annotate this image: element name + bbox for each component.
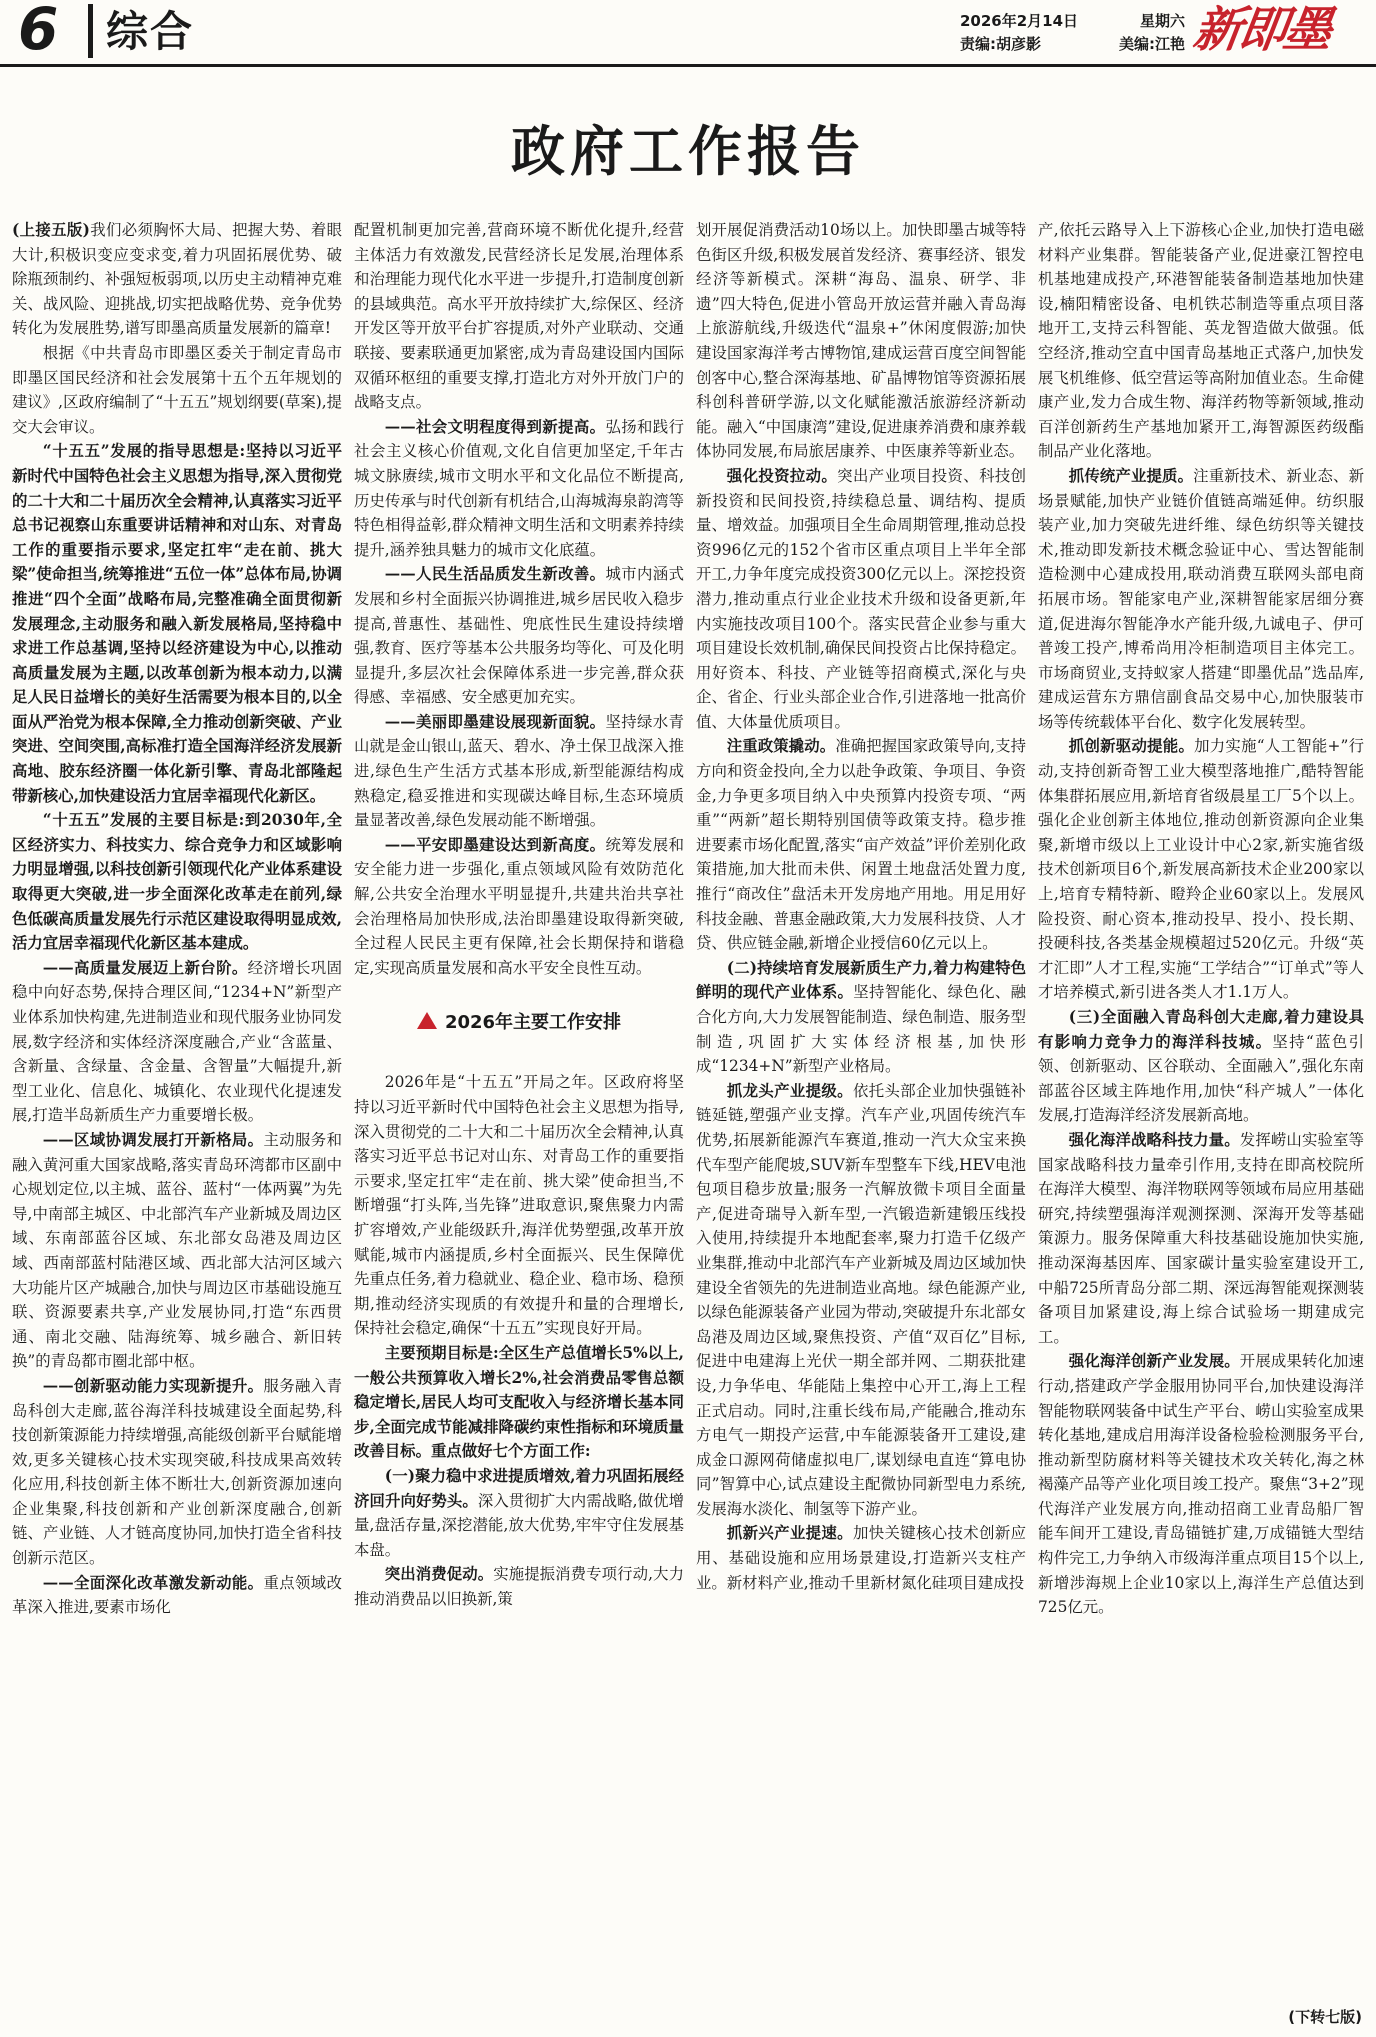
subheading: ——平安即墨建设达到新高度。 bbox=[384, 835, 606, 854]
paragraph: 抓传统产业提质。注重新技术、新业态、新场景赋能,加快产业链价值链高端延伸。纺织服装产业,加力突破先进纤维、绿色纺织等关键技术,推动即发新技术概念验证中心、雪达智能制造检测中心建成投用,联动消费互联网头部电商拓展市场。智能家电产业,深耕智能家居细分赛道,促进海尔智能净水产能升级,九诚电子、伊可普竣工投产,博希尚用冷柜制造项目主体完工。市场商贸业,支持蚁家人搭建“即墨优品”选品库,建成运营东方鼎信副食品交易中心,加快服装市场等传统载体平台化、数字化发展转型。 bbox=[1038, 466, 1364, 731]
paragraph: 抓新兴产业提速。加快关键核心技术创新应用、基础设施和应用场景建设,打造新兴支柱产业。新材料产业,推动千里新材氮化硅项目建成投 bbox=[696, 1524, 1026, 1592]
subheading: 强化海洋战略科技力量。 bbox=[1068, 1130, 1240, 1149]
paragraph: 配置机制更加完善,营商环境不断优化提升,经营主体活力有效激发,民营经济长足发展,治理体系和治理能力现代化水平进一步提升,打造制度创新的县域典范。高水平开放持续扩大,综保区、经济开发区等开放平台扩容提质,对外产业联动、交通联接、要素联通更加紧密,成为青岛建设国内国际双循环枢纽的重要支撑,打造北方对外开放门户的战略支点。 bbox=[354, 221, 684, 412]
triangle-icon bbox=[417, 1012, 437, 1029]
paragraph: ——社会文明程度得到新提高。弘扬和践行社会主义核心价值观,文化自信更加坚定,千年古城文脉赓续,城市文明水平和文化品位不断提高,历史传承与时代创新有机结合,山海城海泉韵湾等特色相得益彰,群众精神文明生活和文明素养持续提升,涵养独具魅力的城市文化底蕴。 bbox=[354, 417, 684, 559]
paragraph: 根据《中共青岛市即墨区委关于制定青岛市即墨区国民经济和社会发展第十五个五年规划的建议》,区政府编制了“十五五”规划纲要(草案),提交大会审议。 bbox=[12, 343, 342, 436]
subheading: (一)聚力稳中求进提质增效,着力巩固拓展经济回升向好势头。 bbox=[354, 1466, 684, 1510]
article-column-1 bbox=[12, 218, 342, 2000]
article-column-4 bbox=[1038, 218, 1364, 2000]
paragraph: 强化海洋战略科技力量。发挥崂山实验室等国家战略科技力量牵引作用,支持在即高校院所在海洋大模型、海洋物联网等领域布局应用基础研究,持续塑强海洋观测探测、深海开发等基础策源力。服务保障重大科技基础设施加快实施,推动深海基因库、国家碳计量实验室建设开工,中船725所青岛分部二期、深远海智能观探测装备项目加紧建设,海上综合试验场一期建成完工。 bbox=[1038, 1130, 1364, 1346]
continued-note: (下转七版) bbox=[1288, 2008, 1362, 2026]
paragraph: 抓创新驱动提能。加力实施“人工智能+”行动,支持创新奇智工业大模型落地推广,酷特智能体集群拓展应用,新培育省级晨星工厂5个以上。强化企业创新主体地位,推动创新资源向企业集聚,新增市级以上工业设计中心2家,新实施省级技术创新项目6个,新发展高新技术企业200家以上,培育专精特新、瞪羚企业60家以上。发展风险投资、耐心资本,推动投早、投小、投长期、投硬科技,各类基金规模超过520亿元。升级“英才汇即”人才工程,实施“工学结合”“订单式”等人才培养模式,新引进各类人才1.1万人。 bbox=[1038, 737, 1364, 1002]
subheading: (二)持续培育发展新质生产力,着力构建特色鲜明的现代产业体系。 bbox=[696, 958, 1026, 1002]
paragraph: ——美丽即墨建设展现新面貌。坚持绿水青山就是金山银山,蓝天、碧水、净土保卫战深入推进,绿色生产生活方式基本形成,新型能源结构成熟稳定,稳妥推进和实现碳达峰目标,生态环境质量显著改善,绿色发展动能不断增强。 bbox=[354, 712, 684, 830]
paragraph: (三)全面融入青岛科创大走廊,着力建设具有影响力竞争力的海洋科技城。坚持“蓝色引领、创新驱动、区谷联动、全面融入”,强化东南部蓝谷区域主阵地作用,加快“科产城人”一体化发展,打造海洋经济发展新高地。 bbox=[1038, 1008, 1364, 1125]
subheading: ——创新驱动能力实现新提升。 bbox=[42, 1376, 264, 1395]
subheading: ——美丽即墨建设展现新面貌。 bbox=[384, 712, 606, 731]
subheading: ——社会文明程度得到新提高。 bbox=[384, 417, 606, 436]
subheading: ——全面深化改革激发新动能。 bbox=[42, 1573, 264, 1592]
expected-targets-paragraph: 主要预期目标是:全区生产总值增长5%以上,一般公共预算收入增长2%,社会消费品零售总额稳定增长,居民人均可支配收入与经济增长基本同步,全面完成节能减排降碳约束性指标和环境质量改善目标。重点做好七个方面工作: bbox=[354, 1343, 684, 1461]
paragraph: 2026年是“十五五”开局之年。区政府将坚持以习近平新时代中国特色社会主义思想为指导,深入贯彻党的二十大和二十届历次全会精神,认真落实习近平总书记对山东、对青岛工作的重要指示要求,坚定扛牢“走在前、挑大梁”使命担当,不断增强“打头阵,当先锋”进取意识,聚焦聚力内需扩容增效,产业能级跃升,海洋优势塑强,改革开放赋能,城市内涵提质,乡村全面振兴、民生保障优先重点任务,着力稳就业、稳企业、稳市场、稳预期,推动经济实现质的有效提升和量的合理增长,保持社会稳定,确保“十五五”实现良好开局。 bbox=[354, 1073, 684, 1338]
subheading: ——区域协调发展打开新格局。 bbox=[42, 1130, 264, 1149]
paragraph: (一)聚力稳中求进提质增效,着力巩固拓展经济回升向好势头。深入贯彻扩大内需战略,做优增量,盘活存量,深挖潜能,放大优势,牢牢守住发展基本盘。 bbox=[354, 1466, 684, 1559]
guiding-ideology-paragraph: “十五五”发展的指导思想是:坚持以习近平新时代中国特色社会主义思想为指导,深入贯彻党的二十大和二十届历次全会精神,认真落实习近平总书记视察山东重要讲话精神和对山东、对青岛工作的重要指示要求,坚定扛牢“走在前、挑大梁”使命担当,统筹推进“五位一体”总体布局,协调推进“四个全面”战略布局,完整准确全面贯彻新发展理念,主动服务和融入新发展格局,坚持稳中求进工作总基调,坚持以经济建设为中心,以推动高质量发展为主题,以改革创新为根本动力,以满足人民日益增长的美好生活需要为根本目的,以全面从严治党为根本保障,全力推动创新突破、产业突进、空间突围,高标准打造全国海洋经济发展新高地、胶东经济圈一体化新引擎、青岛北部隆起带新核心,加快建设活力宜居幸福现代化新区。 bbox=[12, 442, 342, 805]
paragraph: 突出消费促动。实施提振消费专项行动,大力推动消费品以旧换新,策 bbox=[354, 1565, 684, 1608]
main-goals-paragraph: “十五五”发展的主要目标是:到2030年,全区经济实力、科技实力、综合竞争力和区域影响力明显增强,以科技创新引领现代化产业体系建设取得更大突破,进一步全面深化改革走在前列,绿色低碳高质量发展先行示范区建设取得明显成效,活力宜居幸福现代化新区基本建成。 bbox=[12, 811, 342, 953]
article-column-3 bbox=[696, 218, 1026, 2000]
page-headline: 政府工作报告 bbox=[511, 119, 865, 183]
subheading: 抓新兴产业提速。 bbox=[726, 1524, 853, 1543]
paragraph: ——创新驱动能力实现新提升。服务融入青岛科创大走廊,蓝谷海洋科技城建设全面起势,科技创新策源能力持续增强,高能级创新平台赋能增效,更多关键核心技术实现突破,科技成果高效转化应用,科技创新主体不断壮大,创新资源加速向企业集聚,科技创新和产业创新深度融合,创新链、产业链、人才链高度协同,加快打造全省科技创新示范区。 bbox=[12, 1376, 342, 1568]
masthead-rule bbox=[0, 64, 1376, 67]
subheading: (三)全面融入青岛科创大走廊,着力建设具有影响力竞争力的海洋科技城。 bbox=[1038, 1008, 1364, 1051]
subheading: 注重政策撬动。 bbox=[726, 737, 836, 756]
section-banner bbox=[354, 1010, 684, 1036]
subheading: 抓传统产业提质。 bbox=[1068, 466, 1194, 485]
paragraph: 产,依托云路导入上下游核心企业,加快打造电磁材料产业集群。智能装备产业,促进豪江智控电机基地建成投产,环港智能装备制造基地加快建设,楠阳精密设备、电机铁芯制造等重点项目落地开工,支持云科智能、英龙智造做大做强。低空经济,推动空直中国青岛基地正式落户,加快发展飞机维修、低空营运等高附加值业态。生命健康产业,发力合成生物、海洋药物等新领域,推动百洋创新药生产基地加紧开工,海智源医药级酯制品产业化落地。 bbox=[1038, 221, 1364, 461]
paragraph: (上接五版)我们必须胸怀大局、把握大势、着眼大计,积极识变应变求变,着力巩固拓展优势、破除瓶颈制约、补强短板弱项,以历史主动精神克难关、战风险、迎挑战,切实把战略优势、竞争优势转化为发展胜势,谱写即墨高质量发展新的篇章! bbox=[12, 221, 342, 338]
subheading: ——高质量发展迈上新台阶。 bbox=[42, 958, 248, 977]
paragraph: 注重政策撬动。准确把握国家政策导向,支持方向和资金投向,全力以赴争政策、争项目、争资金,力争更多项目纳入中央预算内投资专项、“两重”“两新”超长期特别国债等政策支持。稳步推进要素市场化配置,落实“亩产效益”评价差别化政策措施,加大批而未供、闲置土地盘活处置力度,推行“商改住”盘活未开发房地产用地。用足用好科技金融、普惠金融政策,大力发展科技贷、人才贷、供应链金融,新增企业授信60亿元以上。 bbox=[696, 737, 1026, 953]
paragraph: (二)持续培育发展新质生产力,着力构建特色鲜明的现代产业体系。坚持智能化、绿色化、融合化方向,大力发展智能制造、绿色制造、服务型制造,巩固扩大实体经济根基,加快形成“1234+N”新型产业格局。 bbox=[696, 958, 1026, 1076]
section-banner-text: 2026年主要工作安排 bbox=[444, 1012, 622, 1034]
subheading: 抓龙头产业提级。 bbox=[726, 1081, 853, 1100]
subheading: 强化投资拉动。 bbox=[726, 466, 838, 485]
paragraph: 划开展促消费活动10场以上。加快即墨古城等特色街区升级,积极发展首发经济、赛事经济、银发经济等新模式。深耕“海岛、温泉、研学、非遗”四大特色,促进小管岛开放运营并融入青岛海上旅游航线,升级迭代“温泉+”休闲度假游;加快建设国家海洋考古博物馆,建成运营百度空间智能创客中心,整合深海基地、矿晶博物馆等资源拓展科创科普研学游,以文化赋能激活旅游经济新动能。融入“中国康湾”建设,促进康养消费和康养载体协同发展,布局旅居康养、中医康养等新业态。 bbox=[696, 221, 1026, 461]
continued-from-note: (上接五版) bbox=[12, 221, 90, 239]
subheading: 强化海洋创新产业发展。 bbox=[1068, 1352, 1240, 1371]
section-name: 综合 bbox=[106, 7, 195, 56]
paragraph: ——平安即墨建设达到新高度。统筹发展和安全能力进一步强化,重点领域风险有效防范化解,公共安全治理水平明显提升,共建共治共享社会治理格局加快形成,法治即墨建设取得新突破,全过程人民民主更有保障,社会长期保持和谐稳定,实现高质量发展和高水平安全良性互动。 bbox=[354, 835, 684, 977]
designer-credit: 美编:江艳 bbox=[1119, 35, 1185, 53]
subheading: 突出消费促动。 bbox=[384, 1565, 494, 1584]
masthead-meta bbox=[960, 10, 1185, 56]
paragraph: ——人民生活品质发生新改善。城市内涵式发展和乡村全面振兴协调推进,城乡居民收入稳步提高,普惠性、基础性、兜底性民生建设持续增强,教育、医疗等基本公共服务均等化、可及化明显提升,多层次社会保障体系进一步完善,群众获得感、幸福感、安全感更加充实。 bbox=[354, 565, 684, 707]
masthead bbox=[0, 0, 1376, 62]
masthead-divider bbox=[88, 4, 93, 58]
paragraph: ——区域协调发展打开新格局。主动服务和融入黄河重大国家战略,落实青岛环湾都市区副中心规划定位,以主城、蓝谷、蓝村“一体两翼”为先导,中南部主城区、中北部汽车产业新城及周边区域、东南部蓝谷区域、东北部女岛港及周边区域、西南部蓝村陆港区域、西北部大沽河区域六大功能片区产城融合,加快与周边区市基础设施互联、资源要素共享,产业发展协同,打造“东西贯通、南北交融、陆海统筹、城乡融合、新旧转换”的青岛都市圈北部中枢。 bbox=[12, 1130, 342, 1371]
page-number: 6 bbox=[18, 0, 59, 63]
subheading: ——人民生活品质发生新改善。 bbox=[384, 565, 606, 584]
paragraph: ——高质量发展迈上新台阶。经济增长巩固稳中向好态势,保持合理区间,“1234+N”新型产业体系加快构建,先进制造业和现代服务业协同发展,数字经济和实体经济深度融合,产业“含蓝量、含新量、含绿量、含金量、含智量”大幅提升,新型工业化、信息化、城镇化、农业现代化提速发展,打造半岛新质生产力重要增长极。 bbox=[12, 958, 342, 1125]
issue-weekday: 星期六 bbox=[1139, 12, 1185, 30]
issue-date: 2026年2月14日 bbox=[960, 12, 1079, 30]
paragraph: 强化海洋创新产业发展。开展成果转化加速行动,搭建政产学金服用协同平台,加快建设海洋智能物联网装备中试生产平台、崂山实验室成果转化基地,建成启用海洋设备检验检测服务平台,推动新型防腐材料等关键技术攻关转化,海之林褐藻产品等产业化项目竣工投产。聚焦“3+2”现代海洋产业发展方向,推动招商工业青岛船厂智能车间开工建设,青岛锚链扩建,万成锚链大型结构件完工,力争纳入市级海洋重点项目15个以上,新增涉海规上企业10家以上,海洋生产总值达到725亿元。 bbox=[1038, 1352, 1364, 1617]
paragraph: 强化投资拉动。突出产业项目投资、科技创新投资和民间投资,持续稳总量、调结构、提质量、增效益。加强项目全生命周期管理,推动总投资996亿元的152个省市区重点项目上半年全部开工,力争年度完成投资300亿元以上。深挖投资潜力,推动重点行业企业技术升级和设备更新,年内实施技改项目100个。落实民营企业参与重大项目建设长效机制,确保民间投资占比保持稳定。用好资本、科技、产业链等招商模式,深化与央企、省企、行业头部企业合作,引进落地一批高价值、大体量优质项目。 bbox=[696, 466, 1026, 731]
newspaper-logo: 新即墨 bbox=[1190, 2, 1333, 58]
editor-credit: 责编:胡彦影 bbox=[960, 35, 1041, 53]
subheading: 抓创新驱动提能。 bbox=[1068, 737, 1195, 756]
article-column-2 bbox=[354, 218, 684, 2000]
paragraph: 抓龙头产业提级。依托头部企业加快强链补链延链,塑强产业支撑。汽车产业,巩固传统汽车优势,拓展新能源汽车赛道,推动一汽大众宝来换代车型产能爬坡,SUV新车型整车下线,HEV电池包项目稳步放量;服务一汽解放微卡项目全面量产,促进奇瑞导入新车型,一汽锻造新建锻压线投入使用,持续提升本地配套率,聚力打造千亿级产业集群,推动中北部汽车产业新城及周边区域加快建设全省领先的先进制造业高地。绿色能源产业,以绿色能源装备产业园为带动,突破提升东北部女岛港及周边区域,聚焦投资、产值“双百亿”目标,促进中电建海上光伏一期全部并网、二期获批建设,力争华电、华能陆上集控中心开工,海上工程正式启动。同时,注重长线布局,产能融合,推动东方电气一期投产运营,中车能源装备开工建设,建成金口源网荷储虚拟电厂,谋划绿电直连“算电协同”智算中心,试点建设主配微协同新型电力系统,发展海水淡化、制氢等下游产业。 bbox=[696, 1081, 1026, 1518]
paragraph: ——全面深化改革激发新动能。重点领域改革深入推进,要素市场化 bbox=[12, 1573, 342, 1617]
